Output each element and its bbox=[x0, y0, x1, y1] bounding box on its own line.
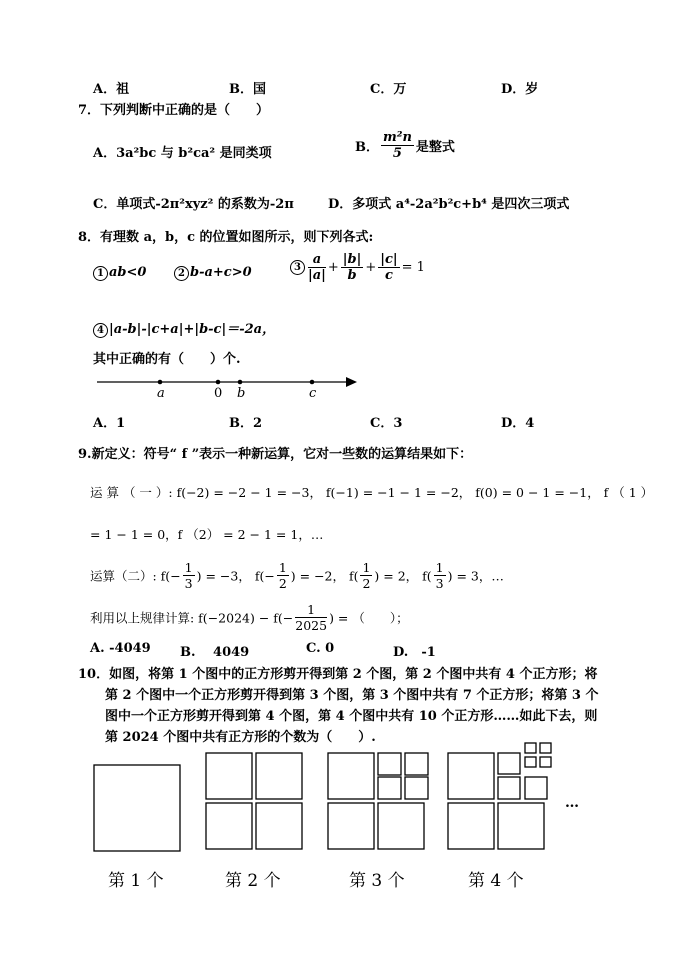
q7-b-suffix: 是整式 bbox=[415, 140, 455, 155]
q8-circle-2: 2 bbox=[174, 266, 189, 281]
q8-frac2-num: |b| bbox=[342, 252, 362, 267]
point-c bbox=[310, 380, 315, 385]
q8-option-b: B．2 bbox=[229, 416, 263, 431]
q10-line-3: 图中一个正方形剪开得到第 4 个图，第 4 个图中共有 10 个正方形……如此下去，则 bbox=[105, 709, 598, 724]
point-a bbox=[158, 380, 163, 385]
q9-l3-item1: ) = −2， f( bbox=[290, 568, 359, 584]
q6-option-a: A．祖 bbox=[93, 82, 130, 97]
q9-frb-d: 2 bbox=[278, 576, 287, 591]
q8-frac1-den: |a| bbox=[308, 268, 326, 283]
q7-option-a: A．3a²bc 与 b²ca² 是同类项 bbox=[93, 146, 272, 161]
numberline-label-b: b bbox=[237, 386, 246, 401]
q9-l3-item0: ) = −3， f(− bbox=[196, 568, 275, 584]
q9-fra-n: 1 bbox=[184, 560, 193, 575]
q8-frac3-den: c bbox=[384, 268, 393, 283]
q8-option-c: C．3 bbox=[370, 416, 403, 431]
q9-frac-d bbox=[434, 560, 446, 591]
q9-fra-d: 3 bbox=[184, 576, 193, 591]
q10-ellipsis: … bbox=[565, 795, 579, 811]
q9-option-b: B. 4049 bbox=[180, 645, 250, 660]
q9-l3-item3: ) = 3，… bbox=[447, 568, 504, 584]
q6-option-b: B．国 bbox=[229, 82, 266, 97]
figure-3 bbox=[328, 753, 428, 849]
q8-s3-tail: = 1 bbox=[401, 260, 425, 275]
q9-frac-b bbox=[277, 560, 289, 591]
figure-1 bbox=[94, 765, 180, 851]
q7-stem: 7．下列判断中正确的是（ ） bbox=[78, 103, 270, 118]
point-b bbox=[238, 380, 243, 385]
q8-circle-3: 3 bbox=[290, 260, 305, 275]
caption-figure-2: 第 2 个 bbox=[225, 871, 281, 891]
q9-calc bbox=[90, 602, 409, 633]
q10-line-2: 第 2 个图中一个正方形剪开得到第 3 个图，第 3 个图中共有 7 个正方形；将第 3 个 bbox=[105, 688, 599, 703]
q7-b-prefix: B． bbox=[355, 140, 379, 155]
caption-figure-4: 第 4 个 bbox=[468, 871, 524, 891]
figure-4 bbox=[448, 743, 551, 849]
q8-option-d: D．4 bbox=[501, 416, 535, 431]
q10-line-4: 第 2024 个图中共有正方形的个数为（ ）. bbox=[105, 730, 376, 745]
q8-s2-text: b-a+c>0 bbox=[190, 265, 252, 280]
q8-frac1-num: a bbox=[308, 252, 326, 268]
q9-frd-d: 3 bbox=[435, 576, 444, 591]
q9-line-3 bbox=[90, 560, 504, 591]
numberline-label-0: 0 bbox=[214, 386, 223, 401]
q8-s1-text: ab<0 bbox=[109, 265, 147, 280]
q9-calc-n: 1 bbox=[295, 602, 327, 618]
q9-calc-suffix: ) = （ ）； bbox=[329, 610, 409, 626]
caption-figure-1: 第 1 个 bbox=[108, 871, 164, 891]
figure-2 bbox=[206, 753, 302, 849]
q6-option-d: D．岁 bbox=[501, 82, 539, 97]
numberline-label-a: a bbox=[157, 386, 165, 401]
q8-plus-2: + bbox=[365, 260, 377, 275]
q9-stem: 9.新定义：符号“ f ”表示一种新运算，它对一些数的运算结果如下： bbox=[78, 447, 473, 462]
q8-ask: 其中正确的有（ ）个. bbox=[93, 352, 241, 367]
q9-calc-frac bbox=[295, 602, 327, 633]
number-line bbox=[97, 377, 357, 387]
q9-option-d: D. -1 bbox=[393, 645, 436, 660]
q9-option-a: A. -4049 bbox=[90, 641, 151, 656]
q6-option-c: C．万 bbox=[370, 82, 407, 97]
q9-option-c: C. 0 bbox=[306, 641, 335, 656]
q9-l3-prefix: 运算（二）: f(− bbox=[90, 568, 181, 584]
q9-calc-d: 2025 bbox=[295, 618, 328, 633]
q8-stem: 8．有理数 a，b，c 的位置如图所示，则下列各式: bbox=[78, 230, 374, 245]
q9-frac-c bbox=[360, 560, 372, 591]
q9-frac-a bbox=[183, 560, 195, 591]
q9-frb-n: 1 bbox=[278, 560, 287, 575]
q9-calc-prefix: 利用以上规律计算: f(−2024) − f(− bbox=[90, 610, 294, 626]
q7-option-c: C．单项式-2π²xyz² 的系数为-2π bbox=[93, 197, 294, 212]
q9-frc-n: 1 bbox=[362, 560, 371, 575]
q8-circle-1: 1 bbox=[93, 266, 108, 281]
q8-option-a: A．1 bbox=[93, 416, 126, 431]
point-0 bbox=[216, 380, 221, 385]
q7-option-d: D．多项式 a⁴-2a²b²c+b⁴ 是四次三项式 bbox=[328, 197, 570, 212]
q8-frac2-den: b bbox=[347, 268, 357, 283]
q8-circle-4: 4 bbox=[93, 323, 108, 338]
q9-line-1: 运 算 （ 一 ）: f(−2) = −2 − 1 = −3， f(−1) = −1 − 1 = −2， f(0) = 0 − 1 = −1， f （ 1 ） bbox=[90, 485, 654, 500]
q10-line-1: 10．如图，将第 1 个图中的正方形剪开得到第 2 个图，第 2 个图中共有 4 个正方形；将 bbox=[78, 667, 598, 682]
q7-b-num: m²n bbox=[383, 130, 412, 145]
caption-figure-3: 第 3 个 bbox=[349, 871, 405, 891]
q9-frc-d: 2 bbox=[362, 576, 371, 591]
q9-line-2: = 1 − 1 = 0，f （2） = 2 − 1 = 1，… bbox=[90, 527, 324, 542]
q9-frd-n: 1 bbox=[435, 560, 444, 575]
q9-l3-item2: ) = 2， f( bbox=[374, 568, 432, 584]
numberline-label-c: c bbox=[309, 386, 317, 401]
q8-frac3-num: |c| bbox=[380, 252, 398, 267]
q7-b-den: 5 bbox=[392, 146, 402, 161]
q8-plus-1: + bbox=[327, 260, 339, 275]
q8-s4-text: |a-b|-|c+a|+|b-c|＝-2a， bbox=[109, 322, 276, 337]
